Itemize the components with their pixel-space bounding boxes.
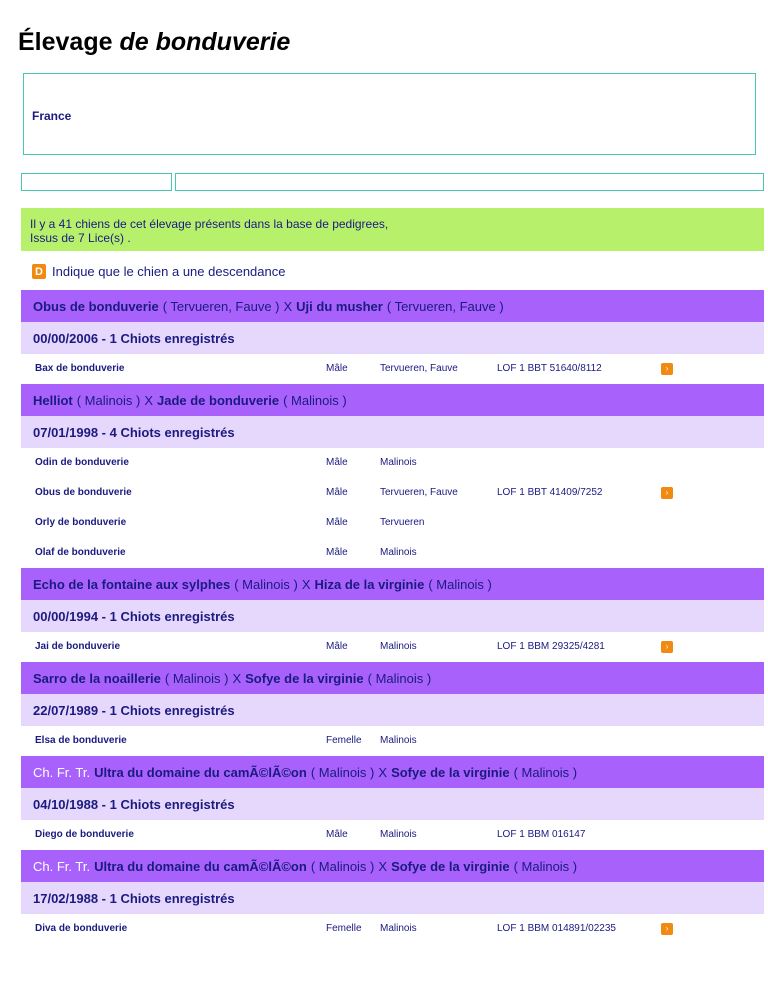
pup-name-link[interactable]: Obus de bonduverie [35, 487, 132, 498]
cross-separator: X [283, 298, 293, 314]
pup-row [21, 726, 764, 756]
sire-breed: ( Malinois ) [164, 670, 229, 686]
pup-sex: Mâle [326, 363, 348, 374]
pup-breed: Malinois [380, 923, 417, 934]
pup-sex: Mâle [326, 457, 348, 468]
title-regular: Élevage [18, 28, 113, 56]
litter-date-row: 07/01/1998 - 4 Chiots enregistrés [21, 416, 764, 448]
pup-name-link[interactable]: Odin de bonduverie [35, 457, 129, 468]
pup-row [21, 508, 764, 538]
descendants-icon[interactable]: › [661, 487, 673, 499]
sire-title: Ch. Fr. Tr. [33, 764, 91, 780]
sire-link[interactable]: Echo de la fontaine aux sylphes [33, 576, 231, 592]
legend [32, 264, 285, 279]
pup-breed: Malinois [380, 735, 417, 746]
pup-row [21, 478, 764, 508]
pup-sex: Mâle [326, 517, 348, 528]
sire-link[interactable]: Obus de bonduverie [33, 298, 159, 314]
dam-breed: ( Malinois ) [513, 858, 578, 874]
sire-link[interactable]: Sarro de la noaillerie [33, 670, 161, 686]
country-label: France [32, 109, 72, 123]
descendants-icon[interactable]: › [661, 923, 673, 935]
pup-breed: Malinois [380, 457, 417, 468]
pup-breed: Malinois [380, 829, 417, 840]
pup-name-link[interactable]: Jai de bonduverie [35, 641, 121, 652]
dam-breed: ( Malinois ) [283, 392, 347, 408]
dam-link[interactable]: Sofye de la virginie [391, 764, 510, 780]
litter-date-row: 17/02/1988 - 1 Chiots enregistrés [21, 882, 764, 914]
pup-name-link[interactable]: Olaf de bonduverie [35, 547, 126, 558]
pup-name-link[interactable]: Diva de bonduverie [35, 923, 128, 934]
descendants-icon[interactable]: › [661, 363, 673, 375]
litter-parents-row [21, 290, 764, 322]
litter-parents-row [21, 568, 764, 600]
pup-row [21, 914, 764, 944]
sire-breed: ( Malinois ) [234, 576, 298, 592]
sire-link[interactable]: Ultra du domaine du camÃ©lÃ©on [94, 858, 307, 874]
summary-line-1: Il y a 41 chiens de cet élevage présents dans la base de pedigrees, [30, 217, 389, 231]
pup-row [21, 354, 764, 384]
descendants-icon: D [32, 264, 46, 279]
page-title [18, 28, 290, 57]
pup-name-link[interactable]: Diego de bonduverie [35, 829, 134, 840]
title-italic: de bonduverie [119, 28, 291, 56]
litter-parents-row [21, 384, 764, 416]
litters-list [21, 290, 764, 944]
summary-line-2: Issus de 7 Lice(s) . [30, 231, 131, 245]
pup-breed: Tervueren, Fauve [380, 363, 458, 374]
pup-sex: Mâle [326, 641, 348, 652]
dam-link[interactable]: Sofye de la virginie [391, 858, 510, 874]
litter-parents-row [21, 756, 764, 788]
summary-banner [21, 208, 764, 251]
litter-parents-row [21, 662, 764, 694]
pup-lof: LOF 1 BBM 014891/02235 [497, 923, 616, 934]
pup-lof: LOF 1 BBT 51640/8112 [497, 363, 602, 374]
empty-cell-left [21, 173, 172, 191]
country-box [23, 73, 756, 155]
pup-lof: LOF 1 BBM 016147 [497, 829, 586, 840]
pup-row [21, 820, 764, 850]
pup-row [21, 538, 764, 568]
dam-link[interactable]: Jade de bonduverie [156, 392, 280, 408]
sire-title: Ch. Fr. Tr. [33, 858, 91, 874]
cross-separator: X [378, 764, 388, 780]
sire-link[interactable]: Helliot [33, 392, 73, 408]
litter-date-row: 00/00/1994 - 1 Chiots enregistrés [21, 600, 764, 632]
dam-breed: ( Tervueren, Fauve ) [386, 298, 504, 314]
dam-breed: ( Malinois ) [367, 670, 432, 686]
cross-separator: X [232, 670, 242, 686]
sire-breed: ( Malinois ) [76, 392, 141, 408]
sire-breed: ( Malinois ) [310, 858, 375, 874]
pup-breed: Tervueren [380, 517, 425, 528]
dam-link[interactable]: Hiza de la virginie [314, 576, 425, 592]
descendants-icon[interactable]: › [661, 641, 673, 653]
pup-sex: Femelle [326, 735, 362, 746]
cross-separator: X [144, 392, 153, 408]
pup-sex: Femelle [326, 923, 362, 934]
dam-link[interactable]: Sofye de la virginie [245, 670, 364, 686]
sire-link[interactable]: Ultra du domaine du camÃ©lÃ©on [94, 764, 307, 780]
litter-date-row: 22/07/1989 - 1 Chiots enregistrés [21, 694, 764, 726]
dam-link[interactable]: Uji du musher [296, 298, 383, 314]
dam-breed: ( Malinois ) [428, 576, 492, 592]
pup-sex: Mâle [326, 829, 348, 840]
pup-breed: Malinois [380, 641, 417, 652]
pup-breed: Malinois [380, 547, 417, 558]
empty-cell-right [175, 173, 764, 191]
pup-row [21, 632, 764, 662]
legend-text: Indique que le chien a une descendance [52, 264, 286, 279]
litter-parents-row [21, 850, 764, 882]
pup-row [21, 448, 764, 478]
sire-breed: ( Tervueren, Fauve ) [162, 298, 280, 314]
cross-separator: X [378, 858, 388, 874]
dam-breed: ( Malinois ) [513, 764, 578, 780]
pup-lof: LOF 1 BBT 41409/7252 [497, 487, 603, 498]
pup-breed: Tervueren, Fauve [380, 487, 458, 498]
cross-separator: X [301, 576, 311, 592]
pup-sex: Mâle [326, 547, 348, 558]
pup-name-link[interactable]: Orly de bonduverie [35, 517, 127, 528]
litter-date-row: 04/10/1988 - 1 Chiots enregistrés [21, 788, 764, 820]
pup-name-link[interactable]: Elsa de bonduverie [35, 735, 127, 746]
litter-date-row: 00/00/2006 - 1 Chiots enregistrés [21, 322, 764, 354]
pup-name-link[interactable]: Bax de bonduverie [35, 363, 125, 374]
sire-breed: ( Malinois ) [310, 764, 375, 780]
pup-sex: Mâle [326, 487, 348, 498]
pup-lof: LOF 1 BBM 29325/4281 [497, 641, 605, 652]
